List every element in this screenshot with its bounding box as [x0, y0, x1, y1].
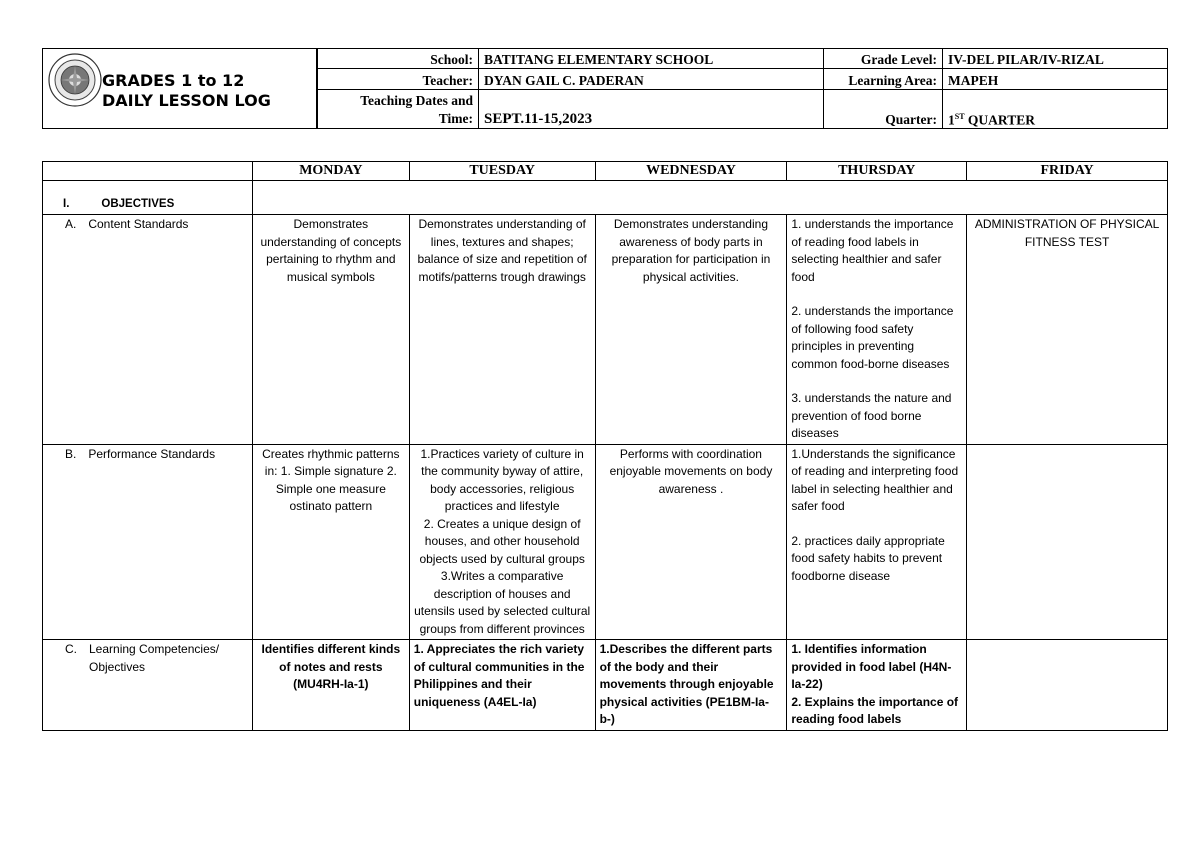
learning-competencies-label	[43, 640, 253, 731]
day-header-tuesday: TUESDAY	[409, 162, 595, 181]
objectives-blank-cell	[252, 181, 1167, 215]
performance-standards-thursday-2: 2. practices daily appropriate food safety habits to prevent foodborne disease	[791, 533, 945, 583]
grade-level-value: IV-DEL PILAR/IV-RIZAL	[943, 49, 1168, 69]
learning-competencies-num: C.	[65, 642, 77, 656]
learning-competencies-thursday-1: 1. Identifies information provided in food label (H4N-Ia-22)	[791, 642, 952, 691]
quarter-number: 1	[948, 112, 955, 127]
performance-standards-label	[43, 444, 253, 640]
content-standards-tuesday: Demonstrates understanding of lines, textures and shapes; balance of size and repetition of motifs/patterns trough drawings	[409, 215, 595, 445]
content-standards-label	[43, 215, 253, 445]
content-standards-monday: Demonstrates understanding of concepts pertaining to rhythm and musical symbols	[252, 215, 409, 445]
performance-standards-tuesday-3: 3.Writes a comparative description of houses and utensils used by selected cultural groups from different provinces	[414, 569, 591, 636]
day-header-monday: MONDAY	[252, 162, 409, 181]
learning-competencies-thursday-2: 2. Explains the importance of reading food labels	[791, 694, 959, 726]
content-standards-row	[43, 215, 1168, 445]
day-header-row	[43, 162, 1168, 181]
performance-standards-row	[43, 444, 1168, 640]
performance-standards-wednesday: Performs with coordination enjoyable movements on body awareness .	[595, 444, 787, 640]
title-line-2: DAILY LESSON LOG	[102, 91, 271, 110]
content-standards-thursday-2: 2. understands the importance of following food safety principles in preventing common food-borne diseases	[791, 304, 954, 371]
deped-seal-icon	[48, 53, 102, 107]
learning-competencies-wednesday: 1.Describes the different parts of the body and their movements through enjoyable physical activities (PE1BM-Ia-b-)	[595, 640, 787, 731]
learning-competencies-row	[43, 640, 1168, 731]
day-header-empty	[43, 162, 253, 181]
day-header-thursday: THURSDAY	[787, 162, 967, 181]
school-label: School:	[318, 49, 479, 69]
learning-competencies-monday: Identifies different kinds of notes and rests (MU4RH-Ia-1)	[252, 640, 409, 731]
lesson-log-table	[42, 161, 1168, 731]
content-standards-num: A.	[65, 217, 77, 231]
quarter-superscript: ST	[954, 111, 965, 121]
quarter-text: QUARTER	[964, 112, 1035, 127]
objectives-heading	[43, 181, 253, 215]
school-value: BATITANG ELEMENTARY SCHOOL	[479, 49, 824, 69]
performance-standards-friday	[967, 444, 1168, 640]
learning-competencies-friday	[967, 640, 1168, 731]
learning-area-label: Learning Area:	[824, 69, 943, 89]
performance-standards-text: Performance Standards	[88, 446, 216, 461]
day-header-wednesday: WEDNESDAY	[595, 162, 787, 181]
content-standards-thursday-3: 3. understands the nature and prevention of food borne diseases	[791, 391, 952, 440]
learning-competencies-tuesday: 1. Appreciates the rich variety of cultural communities in the Philippines and their uniqueness (A4EL-Ia)	[409, 640, 595, 731]
content-standards-friday: ADMINISTRATION OF PHYSICAL FITNESS TEST	[967, 215, 1168, 445]
title-line-1: GRADES 1 to 12	[102, 71, 245, 90]
content-standards-thursday-1: 1. understands the importance of reading food labels in selecting healthier and safer food	[791, 217, 954, 284]
teacher-value: DYAN GAIL C. PADERAN	[479, 69, 824, 89]
learning-competencies-text-1: Learning Competencies/	[89, 642, 220, 656]
performance-standards-tuesday	[409, 444, 595, 640]
performance-standards-thursday-1: 1.Understands the significance of reading and interpreting food label in selecting healthier and safer food	[791, 446, 959, 513]
teaching-dates-label	[318, 89, 479, 129]
quarter-label: Quarter:	[824, 89, 943, 129]
content-standards-thursday	[787, 215, 967, 445]
content-standards-text: Content Standards	[88, 217, 189, 231]
performance-standards-thursday	[787, 444, 967, 640]
performance-standards-tuesday-1: 1.Practices variety of culture in the community byway of attire, body accessories, religious practices and lifestyle	[420, 446, 584, 513]
performance-standards-tuesday-2: 2. Creates a unique design of houses, and other household objects used by cultural groups	[419, 516, 585, 566]
teaching-dates-label-line1: Teaching Dates and	[360, 93, 473, 108]
quarter-value	[943, 89, 1168, 129]
teaching-dates-label-line2: Time:	[438, 111, 473, 126]
day-header-friday: FRIDAY	[967, 162, 1168, 181]
objectives-section-row	[43, 181, 1168, 215]
content-standards-wednesday: Demonstrates understanding awareness of body parts in preparation for participation in physical activities.	[595, 215, 787, 445]
header-info-table	[317, 48, 1168, 129]
performance-standards-monday: Creates rhythmic patterns in: 1. Simple signature 2. Simple one measure ostinato pattern	[252, 444, 409, 640]
teacher-label: Teacher:	[318, 69, 479, 89]
grade-level-label: Grade Level:	[824, 49, 943, 69]
objectives-number: I.	[63, 197, 70, 210]
learning-area-value: MAPEH	[943, 69, 1168, 89]
performance-standards-num: B.	[65, 446, 77, 461]
teaching-dates-value: SEPT.11-15,2023	[479, 89, 824, 129]
objectives-title: OBJECTIVES	[101, 197, 175, 210]
learning-competencies-thursday	[787, 640, 967, 731]
learning-competencies-text-2: Objectives	[89, 659, 146, 674]
